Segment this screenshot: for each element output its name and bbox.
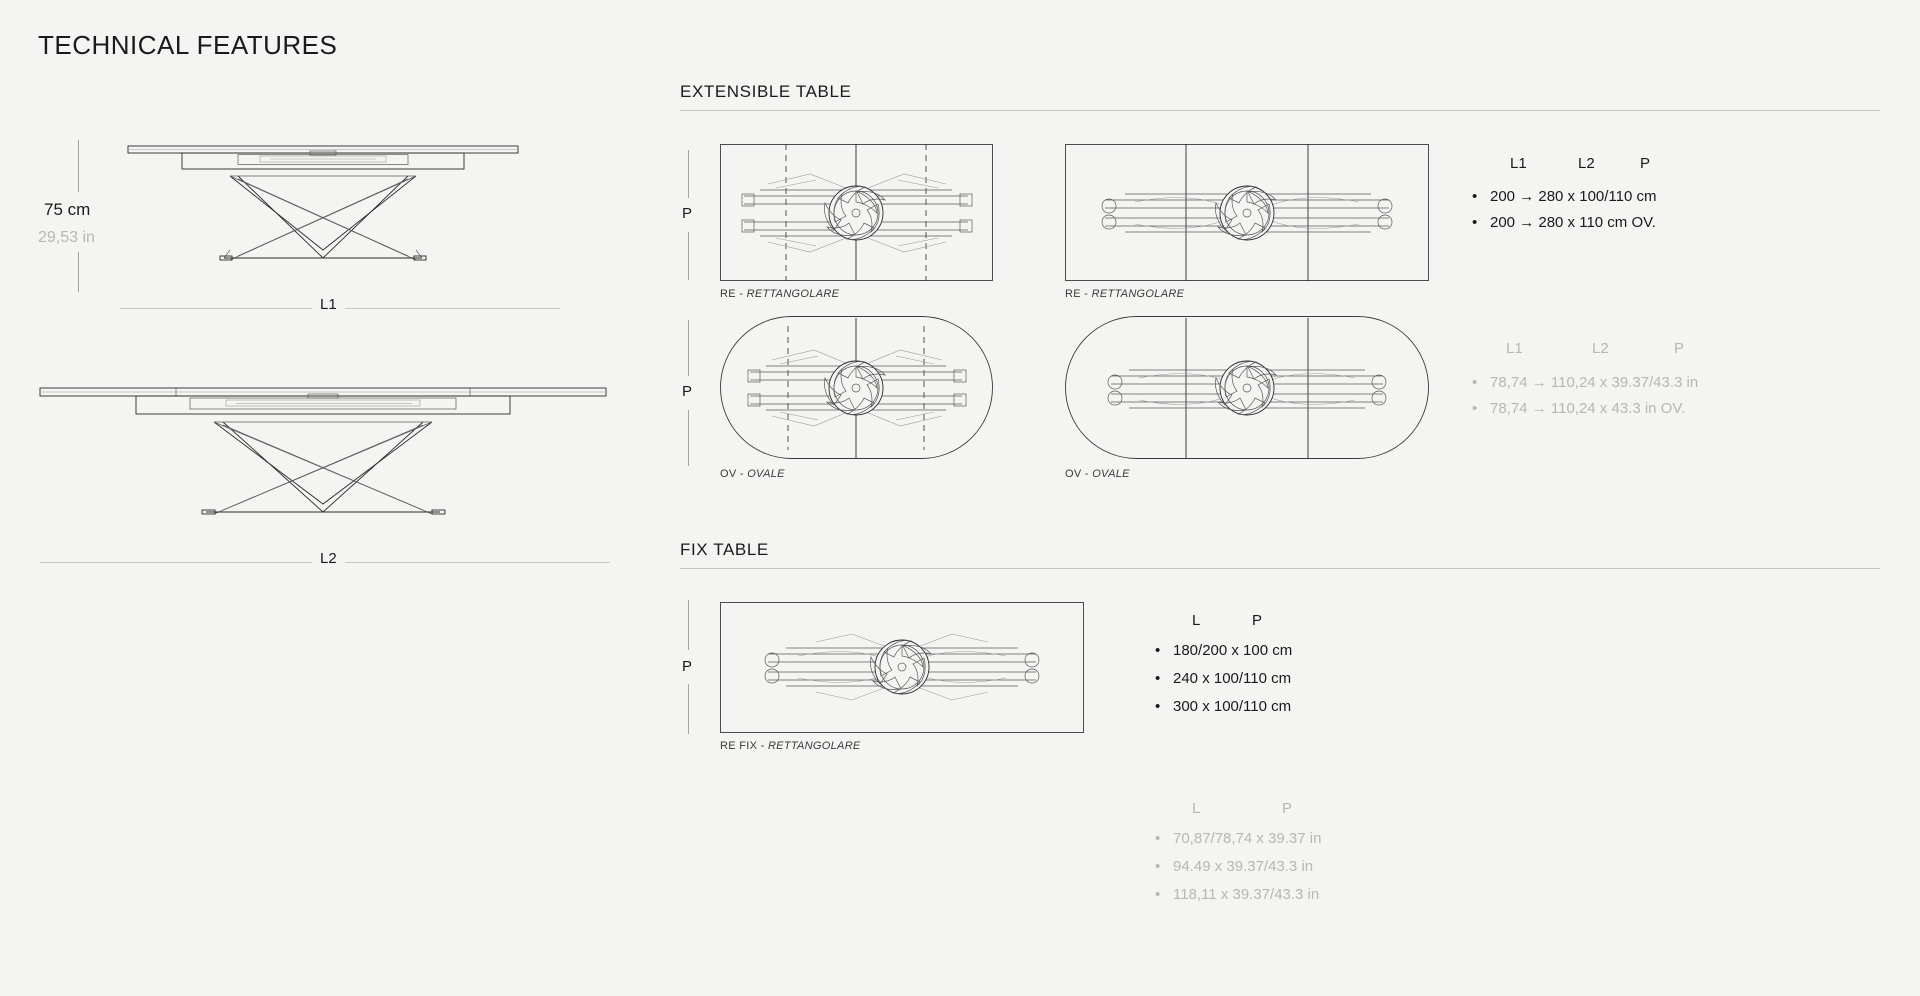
- caption-ov-open: [1065, 468, 1130, 480]
- spec-header-p-in: P: [1674, 340, 1685, 357]
- spec-row-text: 200 → 280 x 100/110 cm: [1490, 188, 1657, 205]
- spec-header-l-in: L: [1192, 800, 1201, 817]
- diagram-re-closed: [720, 144, 994, 282]
- bullet-dot: •: [1472, 374, 1478, 391]
- bullet-dot: •: [1472, 214, 1478, 231]
- bullet-dot: •: [1472, 400, 1478, 417]
- depth-label-re-closed: P: [682, 205, 693, 222]
- diagram-ov-closed: [720, 316, 994, 460]
- spec-row: [1155, 886, 1319, 903]
- spec-row-text: 200 → 280 x 110 cm OV.: [1490, 214, 1656, 231]
- l1-label: L1: [312, 296, 345, 313]
- caption-sep: -: [757, 740, 768, 752]
- caption-name: OVALE: [1092, 468, 1130, 480]
- bullet-dot: •: [1155, 830, 1161, 847]
- depth-dimension-ov-closed: [688, 320, 689, 376]
- caption-code: OV: [1065, 468, 1082, 480]
- depth-dimension-re-fix-lower: [688, 684, 689, 734]
- height-dimension-line: [78, 140, 79, 192]
- spec-row-text: 78,74 → 110,24 x 39.37/43.3 in: [1490, 374, 1699, 391]
- bullet-dot: •: [1155, 698, 1161, 715]
- spec-header-p: P: [1252, 612, 1263, 629]
- caption-code: OV: [720, 468, 737, 480]
- spec-row-text: 118,11 x 39.37/43.3 in: [1173, 886, 1320, 903]
- spec-row: [1155, 698, 1291, 715]
- diagram-re-open: [1065, 144, 1430, 282]
- page-title: TECHNICAL FEATURES: [38, 30, 338, 60]
- spec-row-text: 180/200 x 100 cm: [1173, 642, 1293, 659]
- depth-dimension-re-fix: [688, 600, 689, 650]
- caption-name: RETTANGOLARE: [1091, 288, 1185, 300]
- caption-code: RE: [1065, 288, 1081, 300]
- spec-row: [1472, 374, 1698, 391]
- spec-row-text: 78,74 → 110,24 x 43.3 in OV.: [1490, 400, 1686, 417]
- caption-name: RETTANGOLARE: [746, 288, 840, 300]
- section-rule-extensible: [680, 110, 1880, 111]
- bullet-dot: •: [1155, 858, 1161, 875]
- spec-row-text: 240 x 100/110 cm: [1173, 670, 1292, 687]
- spec-row: [1155, 670, 1291, 687]
- spec-row: [1472, 400, 1685, 417]
- bullet-dot: •: [1472, 188, 1478, 205]
- spec-row: [1155, 858, 1313, 875]
- depth-dimension-re-closed-lower: [688, 232, 689, 280]
- caption-sep: -: [1080, 288, 1092, 300]
- depth-dimension-ov-closed-lower: [688, 410, 689, 466]
- spec-header-l1-in: L1: [1506, 340, 1523, 357]
- caption-sep: -: [1081, 468, 1093, 480]
- bullet-dot: •: [1155, 886, 1161, 903]
- l2-label: L2: [312, 550, 345, 567]
- caption-name: OVALE: [747, 468, 785, 480]
- spec-header-l: L: [1192, 612, 1201, 629]
- height-cm-label: 75 cm: [44, 200, 91, 219]
- caption-re-closed: [720, 288, 839, 300]
- bullet-dot: •: [1155, 642, 1161, 659]
- depth-label-ov-closed: P: [682, 383, 693, 400]
- caption-code: RE FIX: [720, 740, 758, 752]
- spec-row: [1472, 188, 1657, 205]
- caption-ov-closed: [720, 468, 785, 480]
- spec-header-l2-in: L2: [1592, 340, 1609, 357]
- caption-sep: -: [736, 468, 748, 480]
- spec-row: [1472, 214, 1656, 231]
- spec-header-p-in: P: [1282, 800, 1293, 817]
- bullet-dot: •: [1155, 670, 1161, 687]
- spec-header-l2: L2: [1578, 155, 1595, 172]
- diagram-re-fix: [720, 602, 1085, 734]
- diagram-ov-open: [1065, 316, 1430, 460]
- caption-re-open: [1065, 288, 1184, 300]
- caption-re-fix: [720, 740, 861, 752]
- height-dimension-line-lower: [78, 252, 79, 292]
- caption-code: RE: [720, 288, 736, 300]
- spec-row-text: 70,87/78,74 x 39.37 in: [1173, 830, 1322, 847]
- section-heading-extensible: EXTENSIBLE TABLE: [680, 82, 852, 101]
- spec-row-text: 94.49 x 39.37/43.3 in: [1173, 858, 1314, 875]
- spec-row: [1155, 642, 1292, 659]
- spec-header-l1: L1: [1510, 155, 1527, 172]
- spec-row-text: 300 x 100/110 cm: [1173, 698, 1292, 715]
- caption-name: RETTANGOLARE: [767, 740, 861, 752]
- depth-label-re-fix: P: [682, 658, 693, 675]
- section-rule-fix: [680, 568, 1880, 569]
- caption-sep: -: [735, 288, 747, 300]
- height-in-label: 29,53 in: [38, 229, 95, 246]
- spec-header-p: P: [1640, 155, 1651, 172]
- section-heading-fix: FIX TABLE: [680, 540, 769, 559]
- spec-row: [1155, 830, 1321, 847]
- depth-dimension-re-closed: [688, 150, 689, 198]
